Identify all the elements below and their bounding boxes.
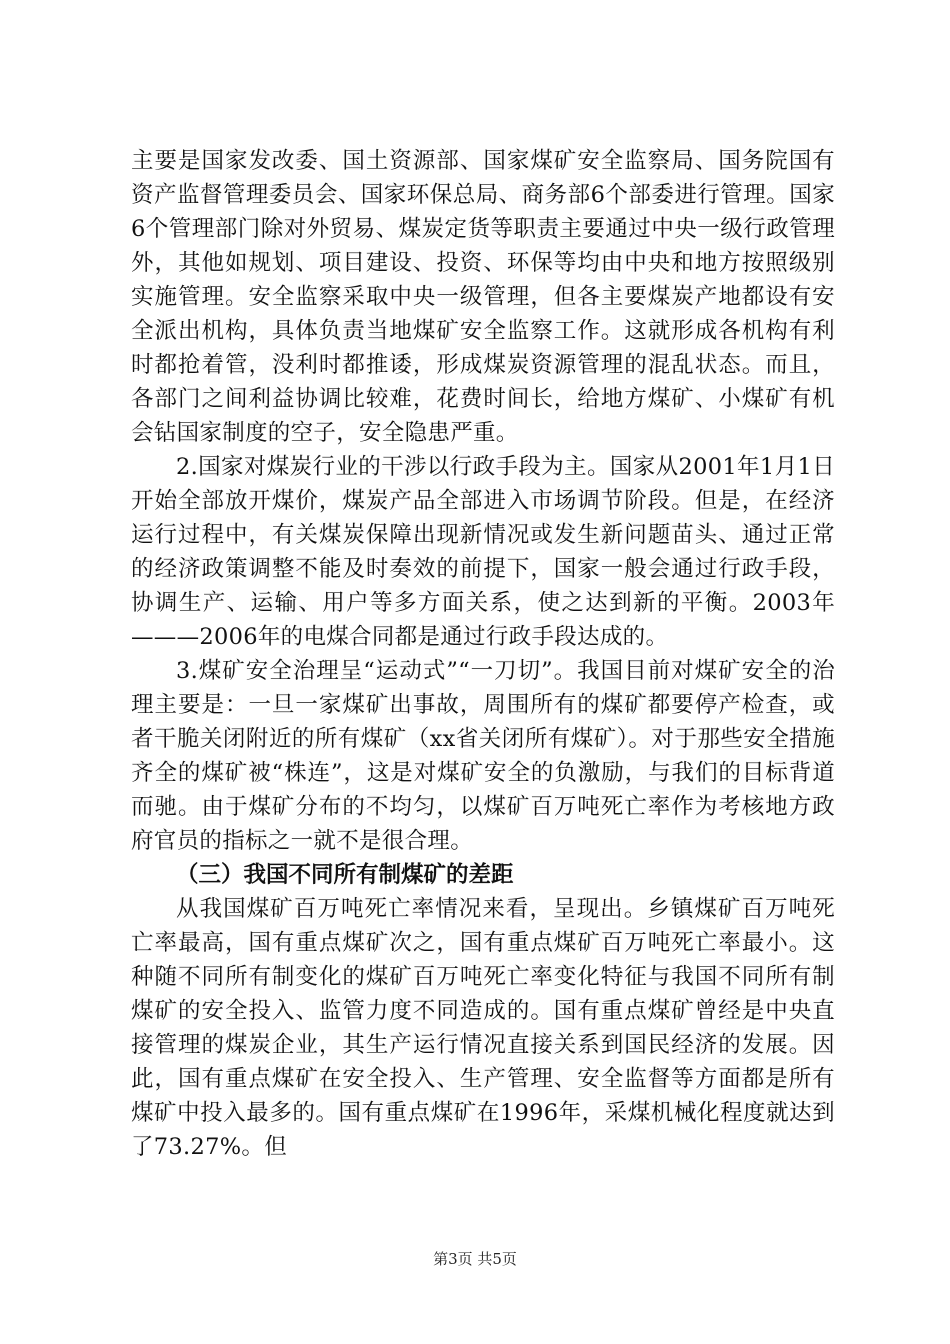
document-body [131,144,835,1164]
paragraph-2: 2.国家对煤炭行业的干涉以行政手段为主。国家从2001年1月1日开始全部放开煤价，煤炭产品全部进入市场调节阶段。但是，在经济运行过程中，有关煤炭保障出现新情况或发生新问题苗头、通过正常的经济政策调整不能及时奏效的前提下，国家一般会通过行政手段，协调生产、运输、用户等多方面关系，使之达到新的平衡。2003年———2006年的电煤合同都是通过行政手段达成的。 [131,454,835,650]
paragraph-3: 3.煤矿安全治理呈“运动式”“一刀切”。我国目前对煤矿安全的治理主要是：一旦一家煤矿出事故，周围所有的煤矿都要停产检查，或者干脆关闭附近的所有煤矿（xx省关闭所有煤矿）。对于那些安全措施齐全的煤矿被“株连”，这是对煤矿安全的负激励，与我们的目标背道而驰。由于煤矿分布的不均匀，以煤矿百万吨死亡率作为考核地方政府官员的指标之一就不是很合理。 [131,658,835,854]
paragraph-1: 主要是国家发改委、国土资源部、国家煤矿安全监察局、国务院国有资产监督管理委员会、国家环保总局、商务部6个部委进行管理。国家6个管理部门除对外贸易、煤炭定货等职责主要通过中央一级行政管理外，其他如规划、项目建设、投资、环保等均由中央和地方按照级别实施管理。安全监察采取中央一级管理，但各主要煤炭产地都设有安全派出机构，具体负责当地煤矿安全监察工作。这就形成各机构有利时都抢着管，没利时都推诿，形成煤炭资源管理的混乱状态。而且，各部门之间利益协调比较难，花费时间长，给地方煤矿、小煤矿有机会钻国家制度的空子，安全隐患严重。 [131,148,835,446]
section-heading: （三）我国不同所有制煤矿的差距 [176,862,514,888]
page-footer: 第3页 共5页 [433,1250,517,1268]
paragraph-4: 从我国煤矿百万吨死亡率情况来看，呈现出。乡镇煤矿百万吨死亡率最高，国有重点煤矿次之，国有重点煤矿百万吨死亡率最小。这种随不同所有制变化的煤矿百万吨死亡率变化特征与我国不同所有制煤矿的安全投入、监管力度不同造成的。国有重点煤矿曾经是中央直接管理的煤炭企业，其生产运行情况直接关系到国民经济的发展。因此，国有重点煤矿在安全投入、生产管理、安全监督等方面都是所有煤矿中投入最多的。国有重点煤矿在1996年，采煤机械化程度就达到了73.27%。但 [131,896,835,1160]
